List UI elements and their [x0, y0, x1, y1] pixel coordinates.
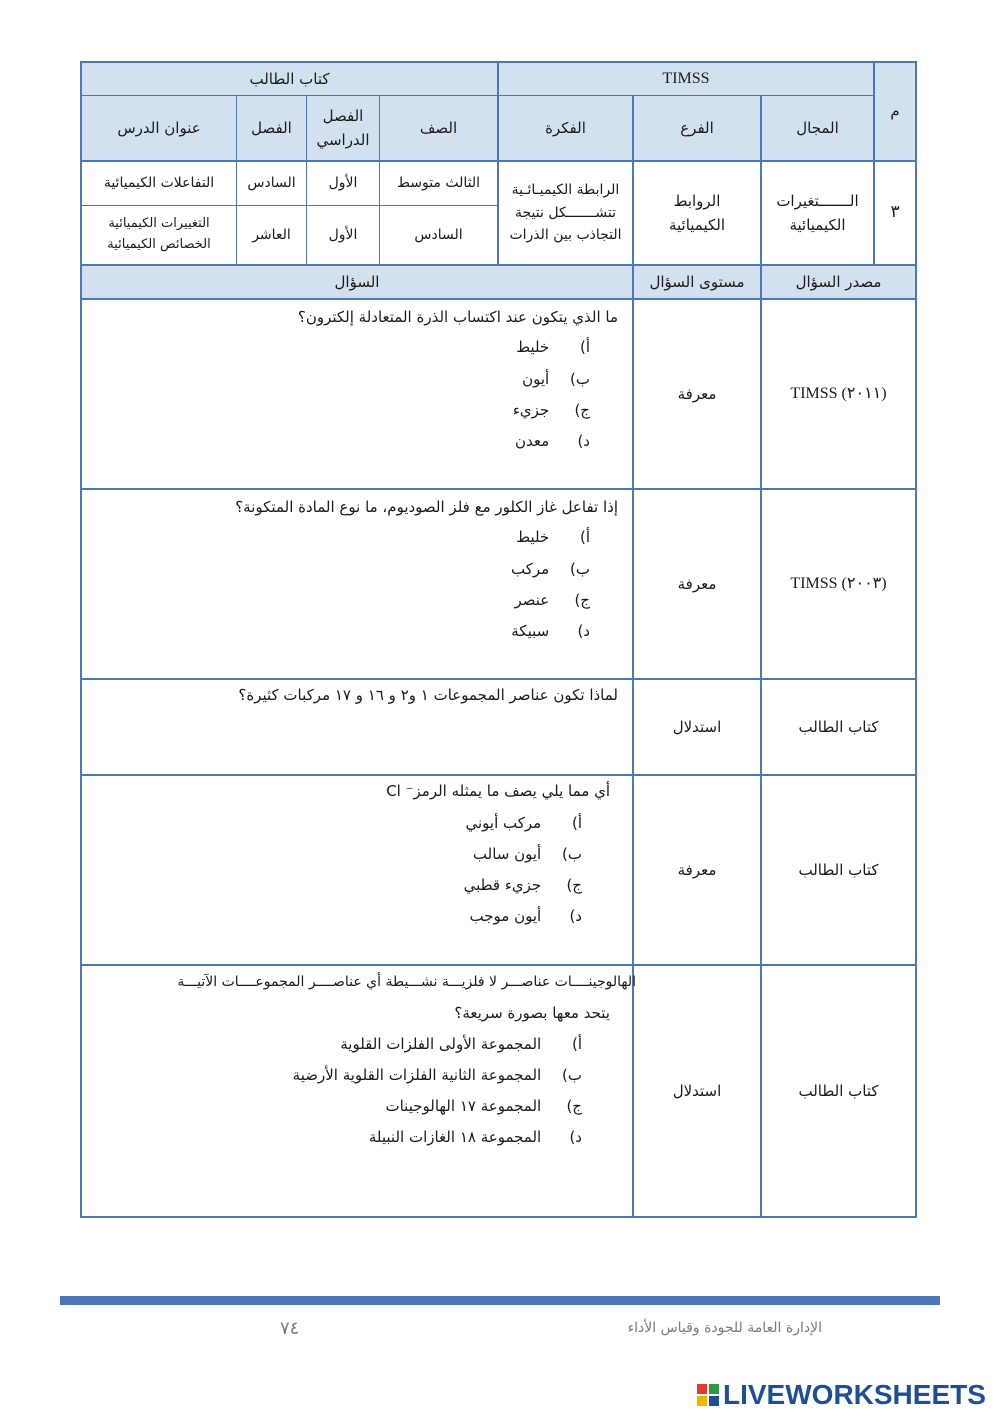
student-book-header: كتاب الطالب	[249, 69, 330, 88]
q4-option-a: أ) مركب أيوني	[465, 814, 582, 832]
chapter-value-1: السادس	[247, 175, 296, 192]
field-value: الـــــــتغيرات الكيميائية	[776, 192, 859, 234]
lesson-title-header: عنوان الدرس	[117, 119, 201, 137]
q3-text: لماذا تكون عناصر المجموعات ١ و٢ و ١٦ و ١٧ مركبات كثيرة؟	[238, 686, 618, 704]
q2-source: TIMSS (٢٠٠٣)	[790, 575, 887, 593]
q5-option-b: ب) المجموعة الثانية الفلزات القلوية الأرضية	[292, 1066, 582, 1084]
q2-level: معرفة	[677, 575, 717, 593]
q4-option-d: د) أيون موجب	[469, 907, 582, 925]
lesson-value-1: التفاعلات الكيميائية	[103, 175, 215, 192]
q2-block	[82, 490, 618, 678]
source-header: مصدر السؤال	[795, 273, 882, 291]
q5-text: الهالوجينــــات عناصـــر لا فلزيـــة نشـــيطة أي عناصــــر المجموعــــات الآتيـــة	[177, 974, 636, 990]
level-header: مستوى السؤال	[649, 273, 745, 291]
footer-divider	[60, 1296, 940, 1305]
q5-source: كتاب الطالب	[798, 1082, 879, 1100]
semester-value-1: الأول	[328, 175, 358, 192]
q4-text: أي مما يلي يصف ما يمثله الرمز⁻ Cl	[386, 782, 610, 800]
branch-value: الروابط الكيميائية	[668, 192, 726, 234]
q4-option-b: ب) أيون سالب	[472, 845, 582, 863]
q5-block	[82, 966, 636, 1216]
q1-text: ما الذي يتكون عند اكتساب الذرة المتعادلة إلكترون؟	[297, 308, 618, 326]
grade-value-2: السادس	[414, 226, 463, 243]
field-header: المجال	[796, 119, 839, 137]
q4-block	[82, 776, 610, 964]
footer-title: الإدارة العامة للجودة وقياس الأداء	[627, 1320, 822, 1336]
grade-value-1: الثالث متوسط	[396, 175, 481, 192]
q2-text: إذا تفاعل غاز الكلور مع فلز الصوديوم، ما نوع المادة المتكونة؟	[235, 498, 618, 516]
q3-block	[82, 680, 618, 774]
idea-value: الرابطة الكيميـائـية تتشـــــــكل نتيجة التجاذب بين الذرات	[509, 182, 622, 244]
q5-option-a: أ) المجموعة الأولى الفلزات القلوية	[340, 1035, 582, 1053]
q5-level: استدلال	[672, 1082, 722, 1100]
q1-option-d: د) معدن	[515, 432, 590, 450]
chapter-header: الفصل	[251, 119, 292, 137]
number-header: م	[890, 102, 900, 120]
idea-header: الفكرة	[545, 119, 586, 137]
page-number: ٧٤	[280, 1318, 300, 1339]
q1-option-a: أ) خليط	[516, 338, 590, 356]
q5-text-continued: يتحد معها بصورة سريعة؟	[454, 1004, 610, 1022]
q5-option-c: ج) المجموعة ١٧ الهالوجينات	[385, 1097, 582, 1115]
logo-text: LIVEWORKSHEETS	[723, 1379, 986, 1410]
q2-option-d: د) سبيكة	[511, 622, 590, 640]
q4-source: كتاب الطالب	[798, 861, 879, 879]
liveworksheets-logo[interactable]	[697, 1380, 986, 1410]
semester-header: الفصل الدراسي	[316, 107, 370, 149]
branch-header: الفرع	[680, 119, 714, 137]
q3-level: استدلال	[672, 718, 722, 736]
timss-header: TIMSS	[662, 69, 710, 87]
grade-header: الصف	[419, 119, 458, 137]
q4-level: معرفة	[677, 861, 717, 879]
q1-level: معرفة	[677, 385, 717, 403]
question-header: السؤال	[334, 273, 380, 291]
q2-option-a: أ) خليط	[516, 528, 590, 546]
q4-option-c: ج) جزيء قطبي	[463, 876, 582, 894]
q1-option-c: ج) جزيء	[512, 401, 590, 419]
semester-value-2: الأول	[328, 226, 358, 243]
lesson-value-2: التغييرات الكيميائية الخصائص الكيميائية	[107, 216, 211, 252]
q5-option-d: د) المجموعة ١٨ الغازات النبيلة	[368, 1128, 582, 1146]
q3-source: كتاب الطالب	[798, 718, 879, 736]
q2-option-b: ب) مركب	[511, 560, 590, 578]
q1-source: TIMSS (٢٠١١)	[790, 385, 887, 403]
liveworksheets-icon	[697, 1384, 719, 1406]
q1-option-b: ب) أيون	[522, 370, 590, 388]
chapter-value-2: العاشر	[252, 226, 291, 243]
row-number: ٣	[890, 202, 900, 223]
q2-option-c: ج) عنصر	[514, 591, 590, 609]
q1-block	[82, 300, 618, 488]
